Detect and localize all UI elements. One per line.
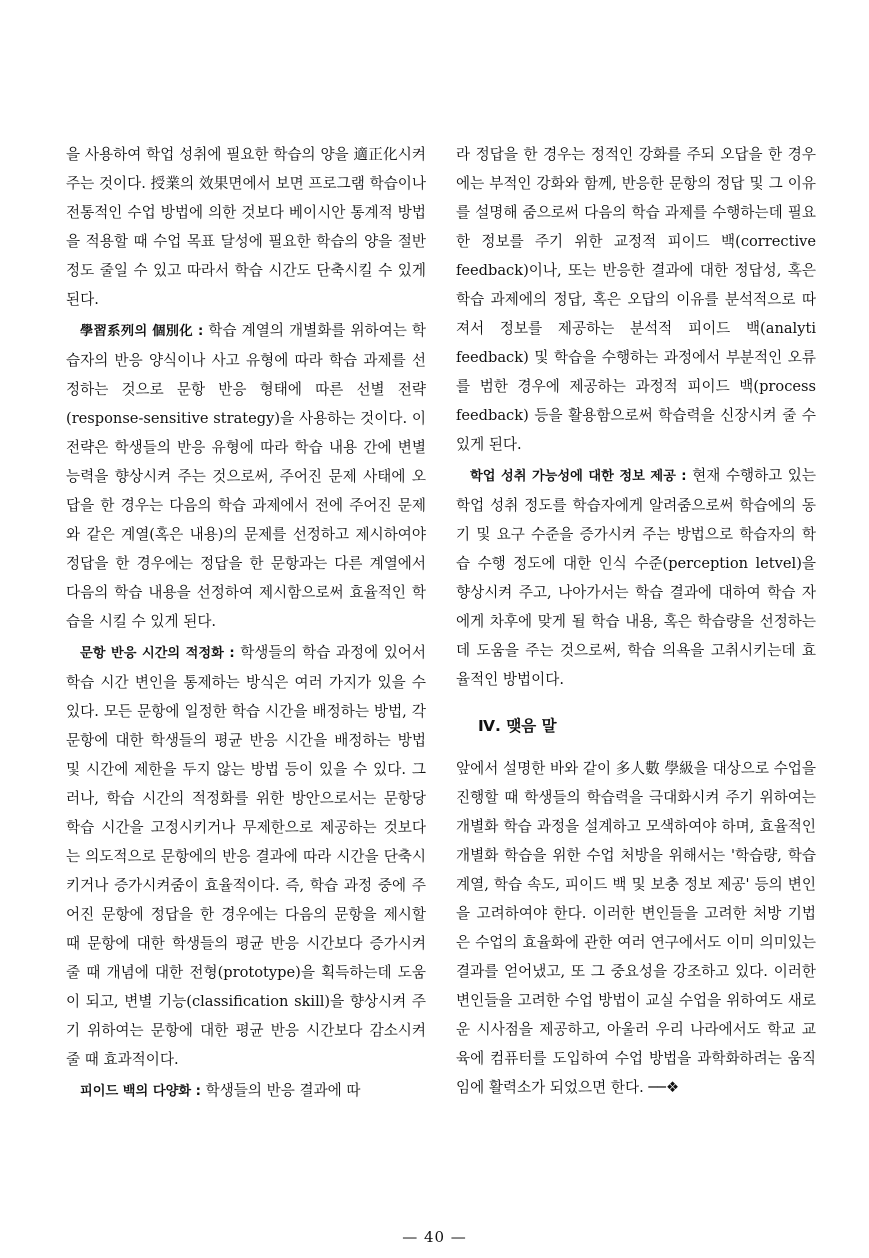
paragraph-lead: 피이드 백의 다양화 : xyxy=(80,1084,201,1099)
intro-paragraph: 을 사용하여 학업 성취에 필요한 학습의 양을 適正化시켜주는 것이다. 授業의 效果면에서 보면 프로그램 학습이나 전통적인 수업 방법에 의한 것보다 베이시안 통계적 방법을 적용할 때 수업 목표 달성에 필요한 학습의 양을 절반 정도 줄일 수 있고 따라서 학습 시간도 단축시킬 수 있게 된다. xyxy=(66,146,426,308)
paragraph-lead: 學習系列의 個別化 : xyxy=(80,324,204,339)
paragraph-body: 학습 계열의 개별화를 위하여는 학습자의 반응 양식이나 사고 유형에 따라 학습 과제를 선정하는 것으로 문항 반응 형태에 따른 선별 전략(response-sensitive strategy)을 사용하는 것이다. 이 전략은 학생들의 반응 유형에 따라 학습 내용 간에 변별 능력을 향상시켜 주는 것으로써, 주어진 문제 사태에 오답을 한 경우는 다음의 학습 과제에서 전에 주어진 문제와 같은 계열(혹은 내용)의 문제를 선정하고 제시하여야 정답을 한 경우에는 정답을 한 문항과는 다른 계열에서 다음의 학습 내용을 선정하여 제시함으로써 효율적인 학습을 시킬 수 있게 된다. xyxy=(66,322,427,630)
paragraph-feedback xyxy=(66,1076,426,1106)
end-mark: ──❖ xyxy=(643,1079,680,1096)
right-column xyxy=(456,140,816,1102)
left-column xyxy=(66,140,426,1106)
paragraph-body: 현재 수행하고 있는 학업 성취 정도를 학습자에게 알려줌으로써 학습에의 동기 및 요구 수준을 증가시켜 주는 방법으로 학습자의 학습 수행 정도에 대한 인식 수준(perception letvel)을 향상시켜 주고, 나아가서는 학습 결과에 대하여 학습 자에게 차후에 맞게 될 학습 내용, 혹은 학습량을 선정하는데 도움을 주는 것으로써, 학습 의욕을 고취시키는데 효율적인 방법이다. xyxy=(456,467,817,688)
paragraph-lead: 학업 성취 가능성에 대한 정보 제공 : xyxy=(470,469,687,484)
page-number: — 40 — xyxy=(402,1228,467,1246)
paragraph-lead: 문항 반응 시간의 적정화 : xyxy=(80,646,235,661)
feedback-continuation: 라 정답을 한 경우는 정적인 강화를 주되 오답을 한 경우에는 부적인 강화와 함께, 반응한 문항의 정답 및 그 이유를 설명해 줌으로써 다음의 학습 과제를 수행하는데 필요한 정보를 주기 위한 교정적 피이드 백(corrective feedback)이나, 또는 반응한 결과에 대한 정답성, 혹은 학습 과제에의 정답, 혹은 오답의 이유를 분석적으로 따져서 정보를 제공하는 분석적 피이드 백(analyti feedback) 및 학습을 수행하는 과정에서 부분적인 오류를 범한 경우에 제공하는 과정적 피이드 백(process feedback) 등을 활용함으로써 학습력을 신장시켜 줄 수 있게 된다. xyxy=(456,146,816,453)
paragraph-body: 학생들의 반응 결과에 따 xyxy=(200,1082,361,1099)
conclusion-text: 앞에서 설명한 바와 같이 多人數 學級을 대상으로 수업을 진행할 때 학생들의 학습력을 극대화시켜 주기 위하여는 개별화 학습 과정을 설계하고 모색하여야 하며, 효율적인 개별화 학습을 위한 수업 처방을 위해서는 '학습량, 학습 계열, 학습 속도, 피이드 백 및 보충 정보 제공' 등의 변인을 고려하여야 한다. 이러한 변인들을 고려한 처방 기법은 수업의 효율화에 관한 여러 연구에서도 이미 의미있는 결과를 얻어냈고, 또 그 중요성을 강조하고 있다. 이러한 변인들을 고려한 수업 방법이 교실 수업을 위하여도 새로운 시사점을 제공하고, 아울러 우리 나라에서도 학교 교육에 컴퓨터를 도입하여 수업 방법을 과학화하려는 움직임에 활력소가 되었으면 한다. xyxy=(456,760,816,1096)
paragraph-response-time xyxy=(66,638,426,1074)
conclusion-paragraph xyxy=(456,754,816,1102)
paragraph-learning-sequence xyxy=(66,316,426,636)
paragraph-body: 학생들의 학습 과정에 있어서 학습 시간 변인을 통제하는 방식은 여러 가지가 있을 수 있다. 모든 문항에 일정한 학습 시간을 배정하는 방법, 각 문항에 대한 학생들의 평균 반응 시간을 배정하는 방법 및 시간에 제한을 두지 않는 방법 등이 있을 수 있다. 그러나, 학습 시간의 적정화를 위한 방안으로서는 문항당 학습 시간을 고정시키거나 무제한으로 제공하는 것보다는 의도적으로 문항에의 반응 결과에 따라 시간을 단축시키거나 증가시켜줌이 효율적이다. 즉, 학습 과정 중에 주어진 문항에 정답을 한 경우에는 다음의 문항을 제시할 때 문항에 대한 학생들의 평균 반응 시간보다 증가시켜 줄 때 개념에 대한 전형(prototype)을 획득하는데 도움이 되고, 변별 기능(classification skill)을 향상시켜 주기 위하여는 문항에 대한 평균 반응 시간보다 감소시켜 줄 때 효과적이다. xyxy=(66,644,427,1068)
paragraph-achievement-info xyxy=(456,461,816,694)
section-title: Ⅳ. 맺음 말 xyxy=(478,717,557,735)
